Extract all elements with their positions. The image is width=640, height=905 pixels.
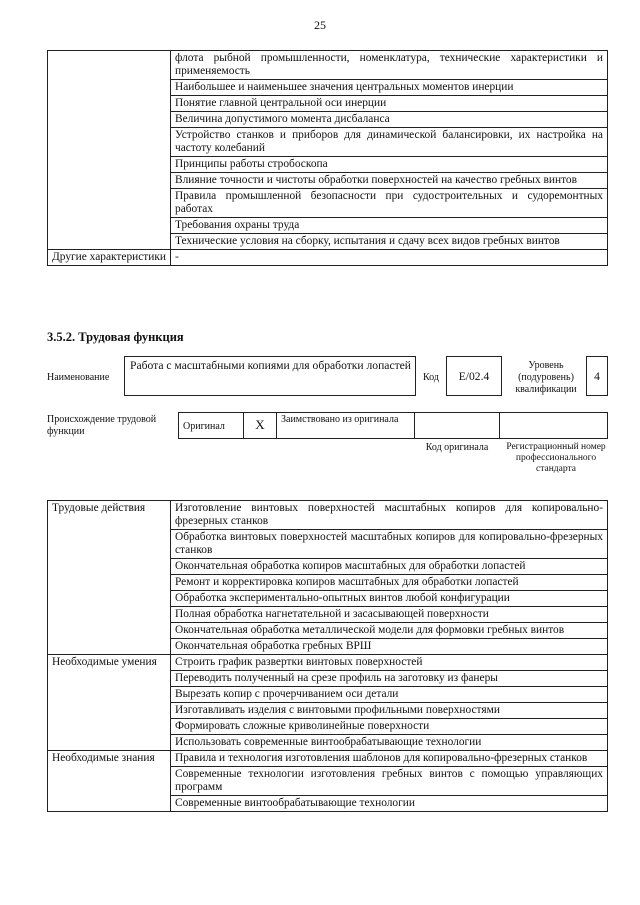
table-cell: Требования охраны труда: [171, 218, 608, 234]
table-cell: Величина допустимого момента дисбаланса: [171, 112, 608, 128]
level-value: 4: [594, 370, 600, 383]
table-cell: Окончательная обработка гребных ВРШ: [171, 639, 608, 655]
table-cell: Современные технологии изготовления гребных винтов с помощью управляющих программ: [171, 767, 608, 796]
table-cell: Технические условия на сборку, испытания и сдачу всех видов гребных винтов: [171, 234, 608, 250]
labor-function-table: [47, 500, 608, 812]
table-row: [48, 250, 608, 266]
code-original-cell: [414, 412, 500, 439]
table-cell: Вырезать копир с прочерчиванием оси детали: [171, 687, 608, 703]
other-characteristics-label: Другие характеристики: [48, 250, 171, 266]
table-cell: Использовать современные винтообрабатывающие технологии: [171, 735, 608, 751]
level-label: Уровень (подуровень) квалификации: [515, 360, 577, 395]
table-cell: Обработка экспериментально-опытных винтов любой конфигурации: [171, 591, 608, 607]
name-value: Работа с масштабными копиями для обработки лопастей: [130, 359, 412, 372]
borrowed-label: Заимствовано из оригинала: [281, 414, 399, 425]
table-row: [48, 501, 608, 530]
other-characteristics-value: -: [171, 250, 608, 266]
table-cell: Формировать сложные криволинейные поверхности: [171, 719, 608, 735]
table-cell: Окончательная обработка металлической модели для формовки гребных винтов: [171, 623, 608, 639]
code-value: E/02.4: [458, 370, 490, 383]
group-label-actions: Трудовые действия: [48, 501, 171, 655]
table-cell: флота рыбной промышленности, номенклатура, технические характеристики и применяемость: [171, 51, 608, 80]
table-cell: Переводить полученный на срезе профиль на заготовку из фанеры: [171, 671, 608, 687]
code-original-label: Код оригинала: [425, 442, 489, 453]
table-cell: Наибольшее и наименьшее значения центральных моментов инерции: [171, 80, 608, 96]
table-cell: Понятие главной центральной оси инерции: [171, 96, 608, 112]
table-row: [48, 655, 608, 671]
table-cell: Изготовление винтовых поверхностей масштабных копиров для копировально-фрезерных станков: [171, 501, 608, 530]
reg-number-label: Регистрационный номер профессионального стандарта: [506, 442, 606, 474]
page-number: 25: [314, 18, 326, 32]
original-mark: X: [255, 417, 265, 432]
original-label: Оригинал: [183, 421, 225, 432]
table-cell: Правила промышленной безопасности при судостроительных и судоремонтных работах: [171, 189, 608, 218]
table-cell: Устройство станков и приборов для динамической балансировки, их настройка на частоту колебаний: [171, 128, 608, 157]
group-label-knowledge: Необходимые знания: [48, 751, 171, 812]
table-cell: Полная обработка нагнетательной и засасывающей поверхности: [171, 607, 608, 623]
code-label: Код: [423, 372, 439, 383]
knowledge-table-continued: [47, 50, 608, 266]
table-cell: Принципы работы стробоскопа: [171, 157, 608, 173]
group-label-skills: Необходимые умения: [48, 655, 171, 751]
table-row: [48, 51, 608, 80]
table-cell: Влияние точности и чистоты обработки поверхностей на качество гребных винтов: [171, 173, 608, 189]
empty-label-cell: [48, 51, 171, 250]
table-cell: Обработка винтовых поверхностей масштабных копиров для копировально-фрезерных станков: [171, 530, 608, 559]
section-title: 3.5.2. Трудовая функция: [47, 330, 184, 344]
table-cell: Ремонт и корректировка копиров масштабных для обработки лопастей: [171, 575, 608, 591]
table-cell: Современные винтообрабатывающие технологии: [171, 796, 608, 812]
table-cell: Окончательная обработка копиров масштабных для обработки лопастей: [171, 559, 608, 575]
table-row: [48, 751, 608, 767]
origin-label: Происхождение трудовой функции: [47, 414, 157, 437]
table-cell: Изготавливать изделия с винтовыми профильными поверхностями: [171, 703, 608, 719]
table-cell: Строить график развертки винтовых поверхностей: [171, 655, 608, 671]
name-label: Наименование: [47, 372, 110, 383]
table-cell: Правила и технология изготовления шаблонов для копировально-фрезерных станков: [171, 751, 608, 767]
